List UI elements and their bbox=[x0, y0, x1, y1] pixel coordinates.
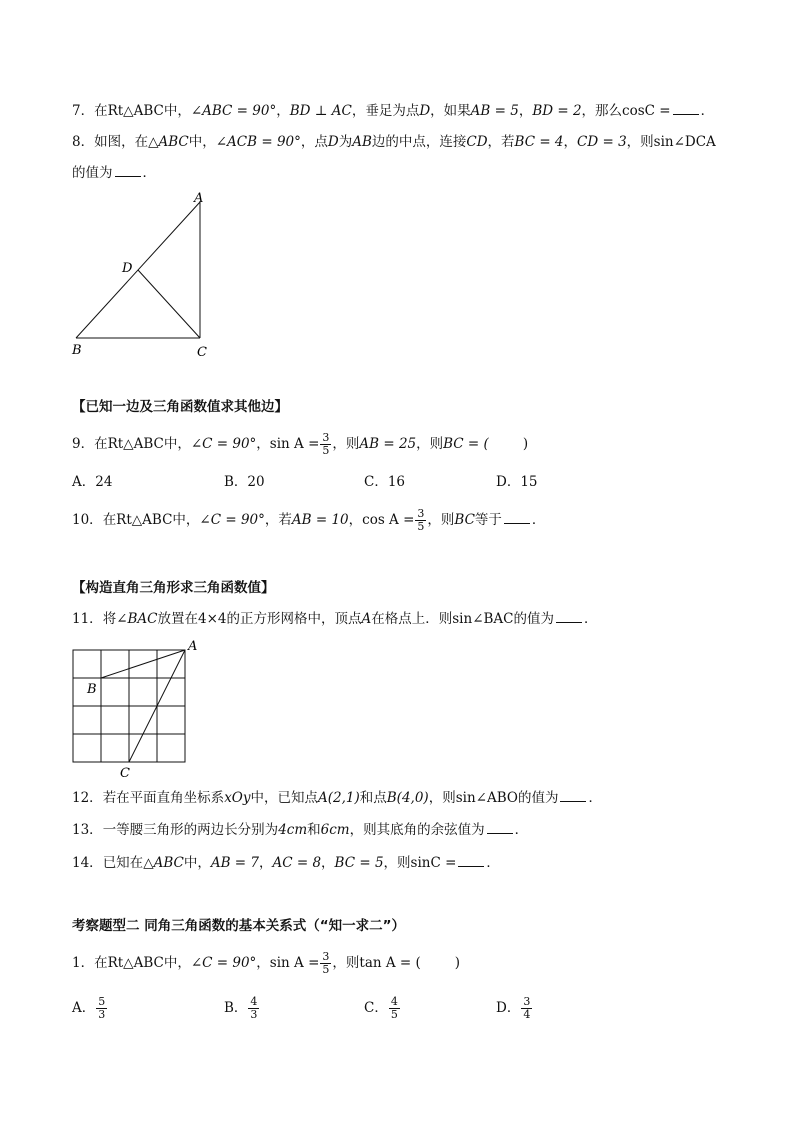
q12-text: 的值为 bbox=[517, 790, 559, 806]
label-b: B bbox=[72, 343, 82, 358]
option-label: B． bbox=[224, 1000, 248, 1016]
q8-math: sin∠DCA bbox=[653, 134, 716, 150]
label-c: C bbox=[197, 345, 207, 360]
q10-text: ，若 bbox=[264, 512, 292, 528]
q8-text: 如图，在 bbox=[94, 134, 149, 150]
q12-math: B(4,0) bbox=[386, 790, 429, 806]
q10-text: ，则 bbox=[427, 512, 455, 528]
fraction-denominator: 3 bbox=[250, 1008, 258, 1021]
q11-text: 将 bbox=[102, 611, 117, 627]
q7-math: D bbox=[419, 103, 431, 119]
fraction-denominator: 5 bbox=[322, 444, 330, 457]
q7-math: AB = 5 bbox=[470, 103, 519, 119]
option-d[interactable]: D．15 bbox=[496, 474, 538, 490]
q8-math: △ABC bbox=[148, 134, 189, 150]
answer-blank[interactable] bbox=[487, 821, 513, 834]
q9-text: 在Rt△ABC中， bbox=[94, 436, 191, 452]
q10-text: 在Rt△ABC中， bbox=[102, 512, 200, 528]
q12-number: 12． bbox=[72, 790, 103, 806]
q7-text: ． bbox=[700, 103, 715, 119]
q7-text: ， bbox=[276, 103, 290, 119]
fraction-denominator: 3 bbox=[98, 1008, 106, 1021]
fraction bbox=[521, 996, 532, 1021]
fraction bbox=[248, 996, 259, 1021]
question-8-line2 bbox=[72, 163, 156, 183]
q7-math: BD ⊥ AC bbox=[289, 103, 352, 119]
q12-text: 中，已知点 bbox=[250, 790, 318, 806]
section-heading: 【已知一边及三角函数值求其他边】 bbox=[72, 399, 288, 415]
question-7 bbox=[72, 101, 714, 121]
q9-text: ) bbox=[522, 436, 529, 452]
label-c: C bbox=[120, 766, 130, 781]
fraction bbox=[320, 432, 331, 457]
q14-math: AB = 7 bbox=[210, 855, 259, 871]
q7-math: cosC = bbox=[622, 103, 671, 119]
q13-text: 一等腰三角形的两边长分别为 bbox=[102, 822, 279, 838]
fraction bbox=[389, 996, 400, 1021]
q1-math: tan A = ( bbox=[359, 955, 421, 971]
question-9 bbox=[72, 432, 528, 457]
q10-text: ． bbox=[531, 512, 546, 528]
option-a[interactable]: A．24 bbox=[72, 474, 113, 490]
q9-text: ，则 bbox=[332, 436, 360, 452]
q11-text: 在格点上．则 bbox=[371, 611, 453, 627]
q8-text: ，则 bbox=[626, 134, 654, 150]
question-12 bbox=[72, 788, 602, 808]
grid-figure bbox=[68, 636, 208, 781]
q8-math: BC = 4 bbox=[514, 134, 564, 150]
q11-math: ∠BAC bbox=[116, 611, 158, 627]
question-10 bbox=[72, 508, 545, 533]
q9-math: AB = 25 bbox=[359, 436, 417, 452]
q9-text: ， bbox=[256, 436, 270, 452]
q8-text: ，若 bbox=[487, 134, 515, 150]
q7-text: ， bbox=[518, 103, 533, 119]
q14-math: sinC = bbox=[410, 855, 457, 871]
answer-blank[interactable] bbox=[560, 789, 586, 802]
q1-math: ∠C = 90° bbox=[190, 955, 257, 971]
q13-text: 和 bbox=[307, 822, 321, 838]
section-heading: 【构造直角三角形求三角函数值】 bbox=[72, 580, 275, 596]
q8-text: 中， bbox=[188, 134, 216, 150]
q14-number: 14． bbox=[72, 855, 103, 871]
question-8 bbox=[72, 132, 716, 152]
answer-blank[interactable] bbox=[556, 610, 582, 623]
q14-text: ，则 bbox=[383, 855, 411, 871]
triangle-figure bbox=[60, 188, 230, 368]
q9-math: BC = ( bbox=[443, 436, 489, 452]
fraction-denominator: 5 bbox=[390, 1008, 398, 1021]
q7-math: BD = 2 bbox=[532, 103, 582, 119]
q7-text: 在Rt△ABC中， bbox=[94, 103, 191, 119]
q9-math: ∠C = 90° bbox=[190, 436, 257, 452]
q13-text: ． bbox=[514, 822, 529, 838]
q14-text: ， bbox=[321, 855, 335, 871]
q8-text: 的值为 bbox=[72, 165, 113, 181]
q11-text: 放置在 bbox=[157, 611, 198, 627]
fraction-numerator: 3 bbox=[417, 507, 425, 520]
q1-text: ) bbox=[454, 955, 461, 971]
q8-number: 8． bbox=[72, 134, 95, 150]
ray-ab bbox=[101, 650, 185, 678]
label-a: A bbox=[194, 191, 204, 206]
option-b[interactable]: B．20 bbox=[224, 474, 265, 490]
q14-math: AC = 8 bbox=[272, 855, 322, 871]
q1-math: sin A = bbox=[269, 955, 320, 971]
fraction-numerator: 5 bbox=[98, 995, 106, 1008]
q14-text: ， bbox=[258, 855, 273, 871]
q8-math: ∠ACB = 90° bbox=[215, 134, 301, 150]
q8-text: ， bbox=[563, 134, 578, 150]
q14-math: △ABC bbox=[143, 855, 184, 871]
q8-text: 边的中点，连接 bbox=[371, 134, 467, 150]
q9-math: sin A = bbox=[269, 436, 320, 452]
q13-math: 4cm bbox=[278, 822, 308, 838]
q10-number: 10． bbox=[72, 512, 103, 528]
fraction-numerator: 3 bbox=[322, 950, 330, 963]
label-a: A bbox=[188, 639, 198, 654]
fraction bbox=[96, 996, 107, 1021]
fraction-numerator: 4 bbox=[250, 995, 258, 1008]
fraction-denominator: 5 bbox=[322, 963, 330, 976]
answer-blank[interactable] bbox=[458, 854, 484, 867]
q10-text: 等于 bbox=[474, 512, 502, 528]
square-grid bbox=[73, 650, 185, 762]
option-a[interactable] bbox=[72, 996, 108, 1021]
q10-math: BC bbox=[454, 512, 475, 528]
label-d: D bbox=[122, 261, 133, 276]
option-c[interactable] bbox=[364, 996, 401, 1021]
q11-text: ． bbox=[584, 611, 598, 627]
q7-text: ，垂足为点 bbox=[351, 103, 420, 119]
fraction-numerator: 3 bbox=[322, 431, 330, 444]
q11-math: 4×4 bbox=[198, 611, 227, 627]
q1-text: ，则 bbox=[332, 955, 360, 971]
q10-math: AB = 10 bbox=[291, 512, 349, 528]
q11-math: sin∠BAC bbox=[452, 611, 514, 627]
option-label: D． bbox=[496, 1000, 521, 1016]
question-1 bbox=[72, 951, 460, 976]
q14-text: 中， bbox=[183, 855, 211, 871]
q8-math: CD = 3 bbox=[577, 134, 627, 150]
q7-number: 7． bbox=[72, 103, 95, 119]
q11-text: 的正方形网格中，顶点 bbox=[226, 611, 362, 627]
fraction-denominator: 4 bbox=[523, 1008, 531, 1021]
q14-text: ． bbox=[486, 855, 500, 871]
q13-text: ，则其底角的余弦值为 bbox=[349, 822, 485, 838]
q12-math: xOy bbox=[224, 790, 251, 806]
q8-math: CD bbox=[466, 134, 488, 150]
q12-math: sin∠ABO bbox=[455, 790, 518, 806]
segment-cd bbox=[138, 270, 200, 338]
q8-math: D bbox=[327, 134, 339, 150]
question-13 bbox=[72, 820, 528, 840]
option-label: A． bbox=[72, 1000, 96, 1016]
q10-math: ∠C = 90° bbox=[199, 512, 265, 528]
q13-number: 13． bbox=[72, 822, 103, 838]
q9-number: 9． bbox=[72, 436, 95, 452]
q14-math: BC = 5 bbox=[334, 855, 384, 871]
label-b: B bbox=[87, 682, 97, 697]
q11-text: 的值为 bbox=[513, 611, 555, 627]
q12-text: 和点 bbox=[359, 790, 387, 806]
q8-text: ，点 bbox=[300, 134, 328, 150]
answer-blank[interactable] bbox=[115, 164, 141, 177]
q1-text: ， bbox=[256, 955, 270, 971]
q8-text: ． bbox=[142, 165, 156, 181]
q11-number: 11． bbox=[72, 611, 103, 627]
option-b[interactable] bbox=[224, 996, 260, 1021]
q7-math: ∠ABC = 90° bbox=[190, 103, 277, 119]
fraction bbox=[415, 508, 426, 533]
q8-text: 为 bbox=[338, 134, 353, 150]
answer-blank[interactable] bbox=[504, 511, 530, 524]
q10-text: ， bbox=[348, 512, 363, 528]
q8-math: AB bbox=[352, 134, 372, 150]
q12-text: 若在平面直角坐标系 bbox=[102, 790, 225, 806]
option-d[interactable] bbox=[496, 996, 533, 1021]
fraction-denominator: 5 bbox=[417, 520, 425, 533]
q13-math: 6cm bbox=[320, 822, 350, 838]
question-11 bbox=[72, 609, 598, 629]
fraction bbox=[320, 951, 331, 976]
q11-math: A bbox=[361, 611, 372, 627]
q12-text: ，则 bbox=[428, 790, 456, 806]
q1-number: 1． bbox=[72, 955, 95, 971]
section-heading: 考察题型二 同角三角函数的基本关系式（“知一求二”） bbox=[72, 918, 405, 934]
q14-text: 已知在 bbox=[102, 855, 144, 871]
q9-text: ，则 bbox=[416, 436, 444, 452]
q10-math: cos A = bbox=[362, 512, 415, 528]
option-label: C． bbox=[364, 1000, 388, 1016]
answer-blank[interactable] bbox=[673, 102, 699, 115]
fraction-numerator: 3 bbox=[523, 995, 531, 1008]
q7-text: ，如果 bbox=[430, 103, 471, 119]
fraction-numerator: 4 bbox=[390, 995, 398, 1008]
q7-text: ，那么 bbox=[581, 103, 623, 119]
q12-math: A(2,1) bbox=[318, 790, 360, 806]
question-14 bbox=[72, 853, 500, 873]
q12-text: ． bbox=[588, 790, 602, 806]
option-c[interactable]: C．16 bbox=[364, 474, 406, 490]
q1-text: 在Rt△ABC中， bbox=[94, 955, 191, 971]
